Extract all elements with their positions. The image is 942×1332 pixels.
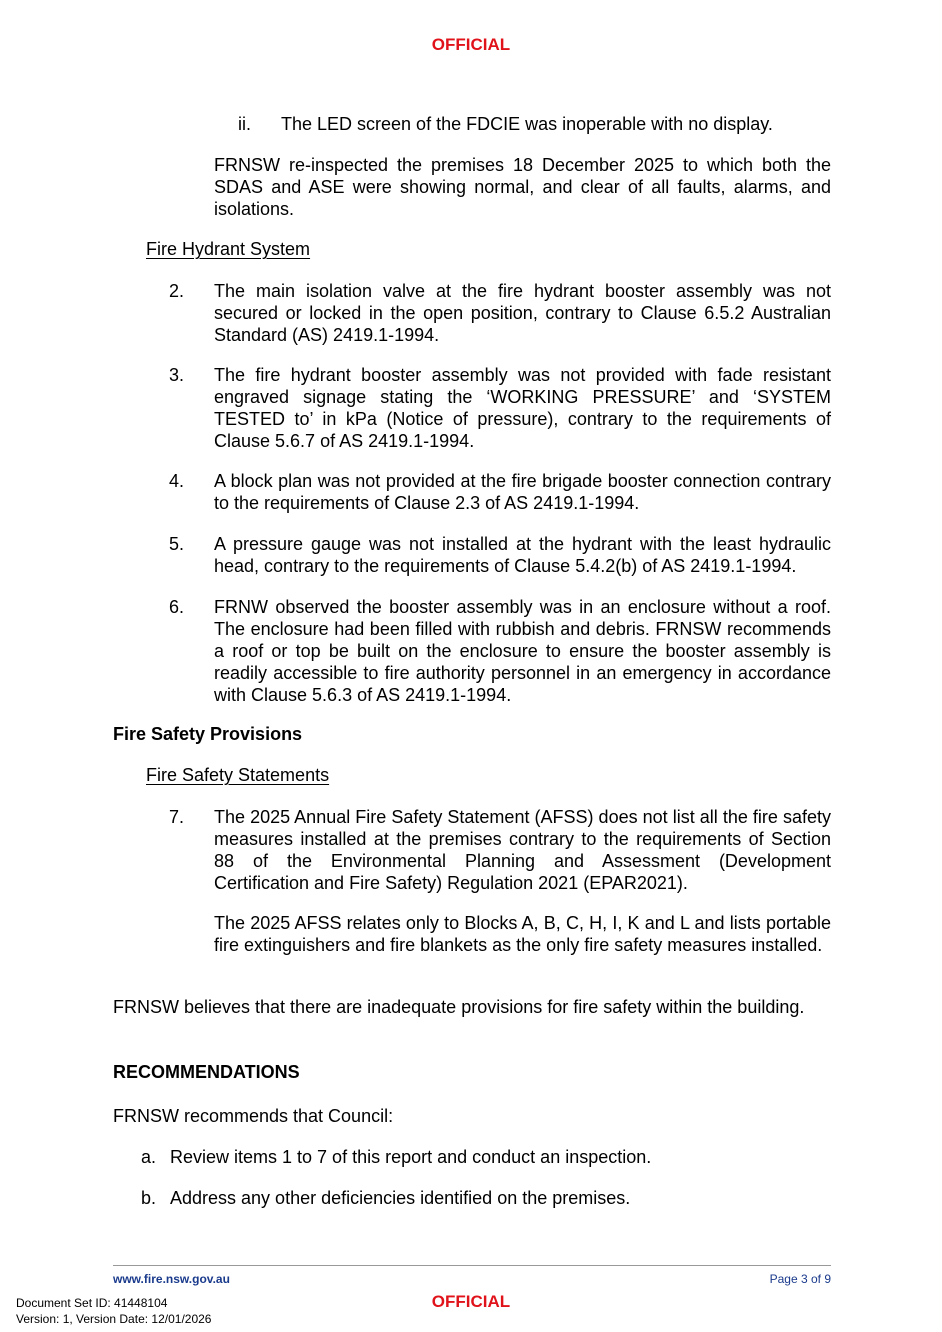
item-number: 5. bbox=[169, 534, 185, 554]
item-text: The main isolation valve at the fire hydrant booster assembly was not secured or locked in the open position, contrary to Clause 6.5.2 Australian Standard (AS) 2419.1-1994. bbox=[214, 281, 831, 345]
website-link[interactable]: www.fire.nsw.gov.au bbox=[113, 1272, 230, 1286]
sub-item-marker: ii. bbox=[238, 114, 251, 134]
recommendation-text: Review items 1 to 7 of this report and conduct an inspection. bbox=[170, 1147, 652, 1167]
document-set-id: Document Set ID: 41448104 bbox=[16, 1296, 168, 1310]
item-number: 4. bbox=[169, 471, 185, 491]
item-number: 3. bbox=[169, 365, 185, 385]
item-text-continued: The 2025 AFSS relates only to Blocks A, B, C, H, I, K and L and lists portable fire extinguishers and fire blankets as the only fire safety measures installed. bbox=[214, 913, 831, 955]
item-text: A pressure gauge was not installed at the hydrant with the least hydraulic head, contrary to the requirements of Clause 5.4.2(b) of AS 2419.1-1994. bbox=[214, 534, 831, 576]
page-number: Page 3 of 9 bbox=[769, 1272, 831, 1286]
item-text: The fire hydrant booster assembly was not provided with fade resistant engraved signage stating the ‘WORKING PRESSURE’ and ‘SYSTEM TESTED to’ in kPa (Notice of pressure), contrary to the requirements of Clause 5.6.7 of AS 2419.1-1994. bbox=[214, 365, 831, 451]
version-info: Version: 1, Version Date: 12/01/2026 bbox=[16, 1312, 212, 1326]
fire-safety-provisions-heading: Fire Safety Provisions bbox=[113, 724, 303, 744]
fire-safety-statements-heading: Fire Safety Statements bbox=[146, 765, 330, 785]
fire-hydrant-heading: Fire Hydrant System bbox=[146, 239, 311, 259]
item-text: The 2025 Annual Fire Safety Statement (AFSS) does not list all the fire safety measures installed at the premises contrary to the requirements of Section 88 of the Environmental Planning and Assessment (Development Certification and Fire Safety) Regulation 2021 (EPAR2021). bbox=[214, 807, 831, 893]
recommendation-text: Address any other deficiencies identified on the premises. bbox=[170, 1188, 631, 1208]
recommend-intro: FRNSW recommends that Council: bbox=[113, 1106, 394, 1126]
footer-divider bbox=[113, 1265, 831, 1266]
item-number: 7. bbox=[169, 807, 185, 827]
item-number: 2. bbox=[169, 281, 185, 301]
item-text: FRNW observed the booster assembly was in an enclosure without a roof. The enclosure had been filled with rubbish and debris. FRNSW recommends a roof or top be built on the enclosure to ensure the booster assembly is readily accessible to fire authority personnel in an emergency in accordance with Clause 5.6.3 of AS 2419.1-1994. bbox=[214, 597, 831, 705]
recommendations-heading: RECOMMENDATIONS bbox=[113, 1062, 300, 1082]
classification-header: OFFICIAL bbox=[431, 35, 511, 54]
item-text: A block plan was not provided at the fire brigade booster connection contrary to the requirements of Clause 2.3 of AS 2419.1-1994. bbox=[214, 471, 831, 513]
belief-paragraph: FRNSW believes that there are inadequate provisions for fire safety within the building. bbox=[113, 997, 805, 1017]
recommendation-marker: a. bbox=[141, 1147, 157, 1167]
classification-footer: OFFICIAL bbox=[431, 1292, 511, 1311]
reinspection-paragraph: FRNSW re-inspected the premises 18 December 2025 to which both the SDAS and ASE were showing normal, and clear of all faults, alarms, and isolations. bbox=[214, 155, 831, 219]
sub-item-text: The LED screen of the FDCIE was inoperable with no display. bbox=[281, 114, 773, 134]
item-number: 6. bbox=[169, 597, 185, 617]
recommendation-marker: b. bbox=[141, 1188, 157, 1208]
